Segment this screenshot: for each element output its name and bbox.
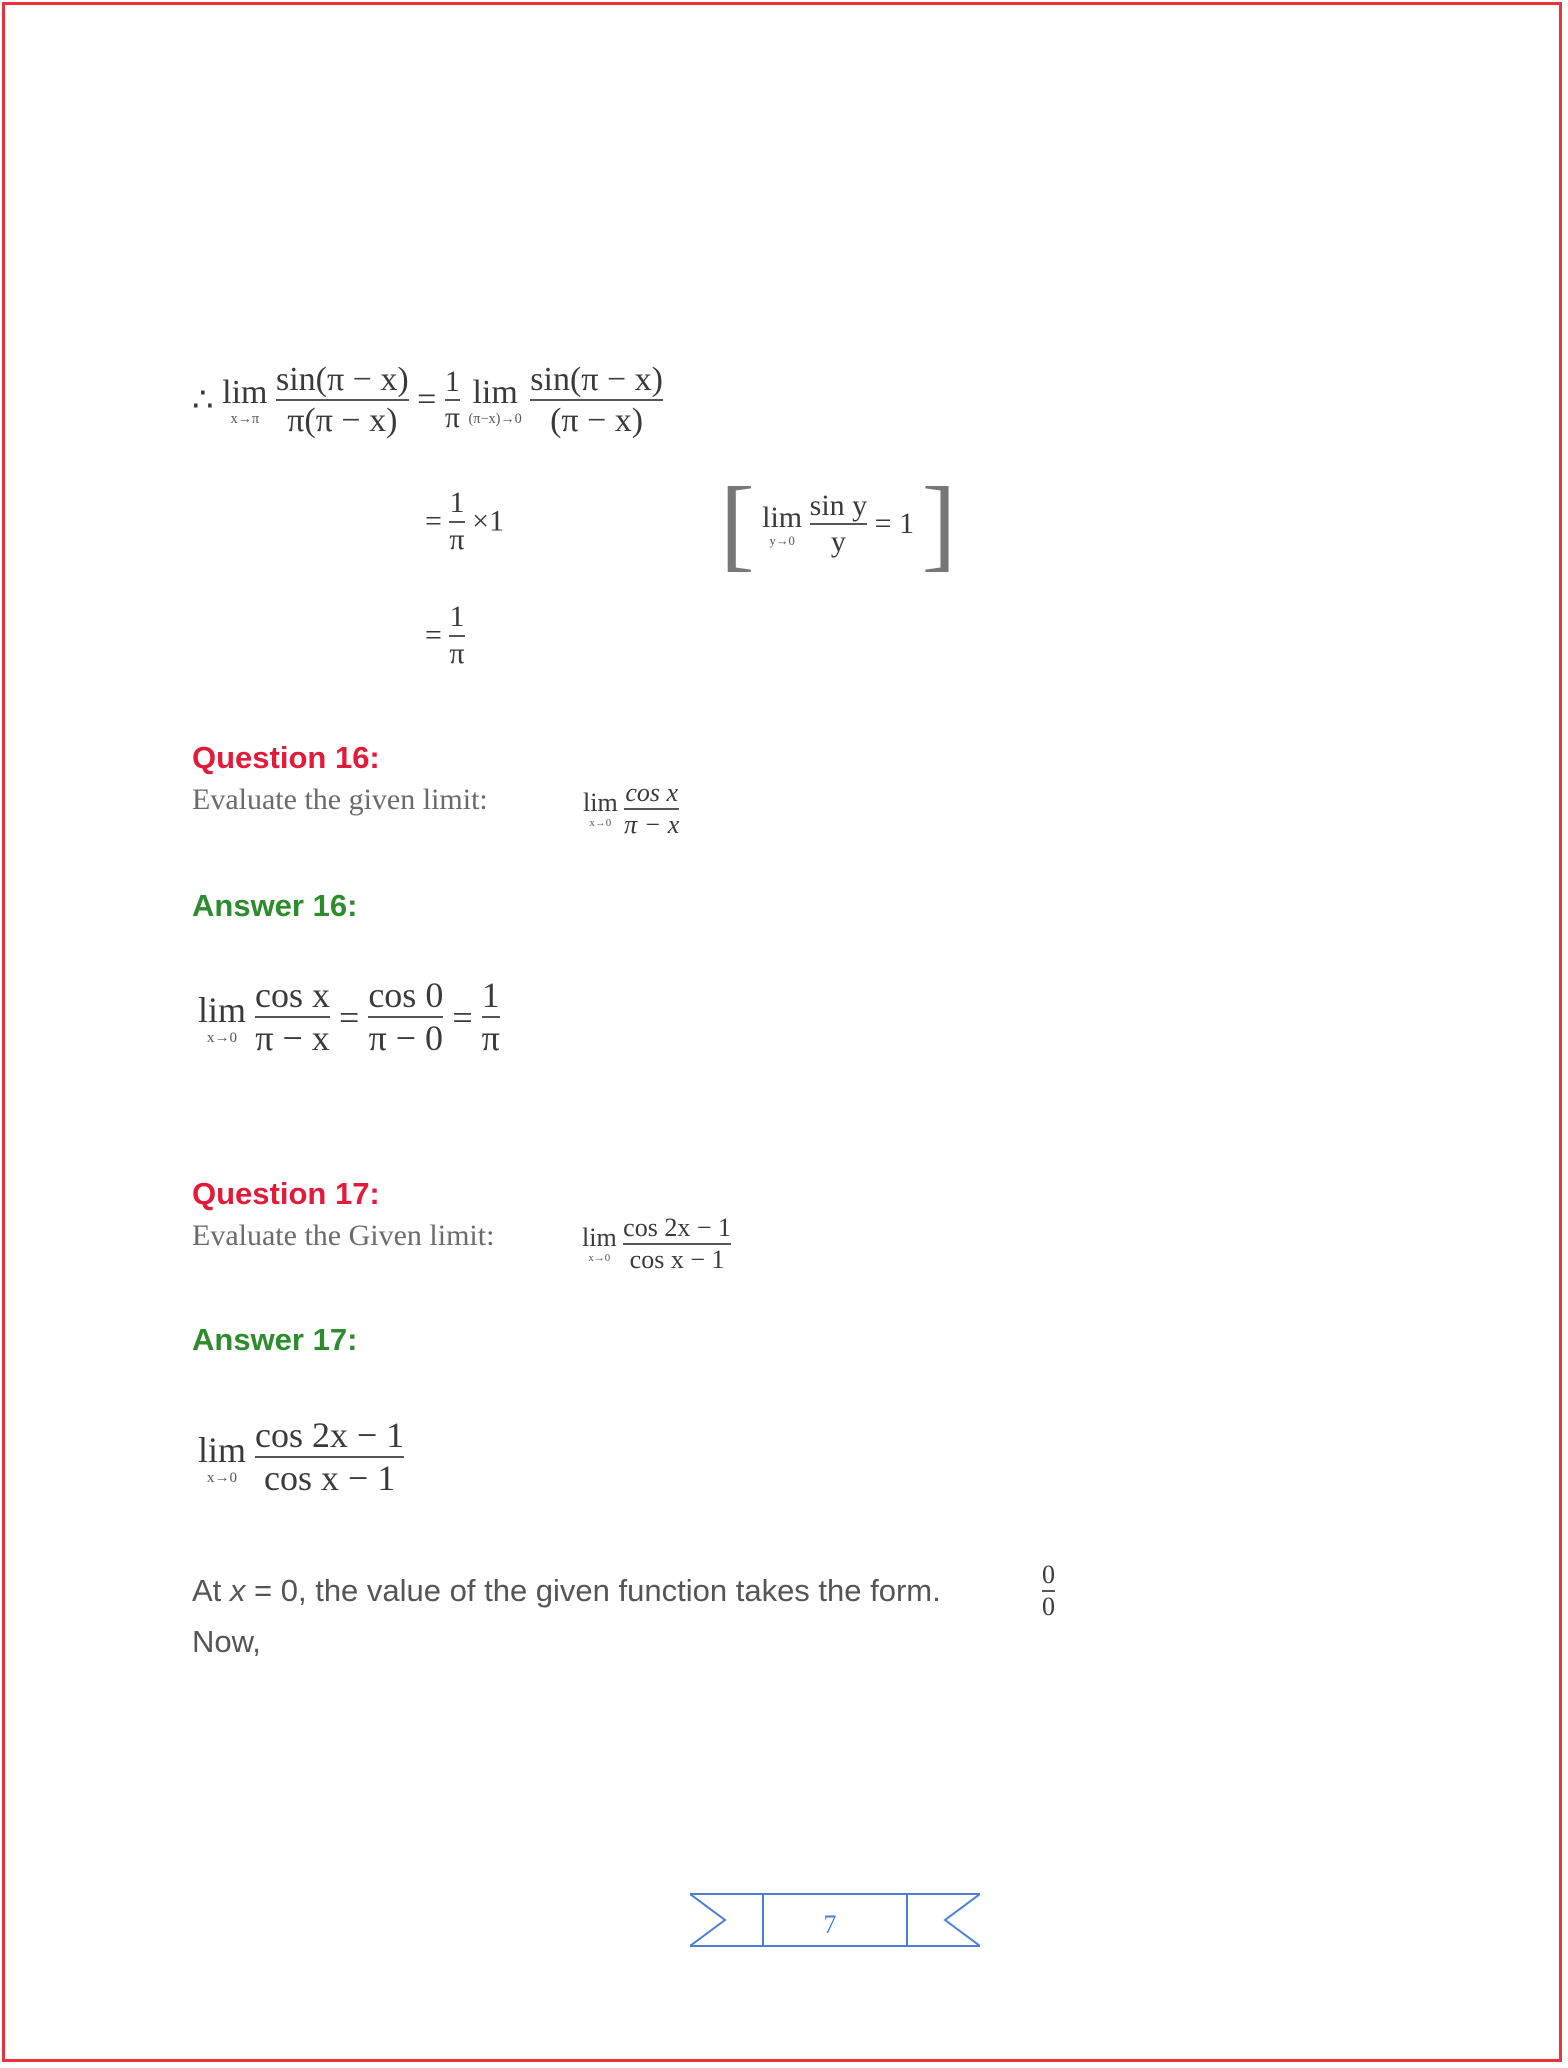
now-text: Now, — [192, 1624, 261, 1659]
fraction-zero-over-zero: $\frac{0}{0}$ — [1042, 1560, 1055, 1621]
therefore-symbol: ∴ — [192, 382, 214, 420]
indeterminate-form — [1042, 1560, 1055, 1622]
limit-operator: lim x→0 — [583, 788, 618, 830]
limit-operator: lim x→0 — [198, 1429, 247, 1486]
page-number: 7 — [823, 1910, 837, 1939]
equals-sign: = — [417, 381, 437, 419]
equals-sign: = — [452, 997, 473, 1038]
solution-line-2 — [425, 486, 504, 557]
question-16-expression — [583, 778, 679, 840]
question-17-heading: Question 17: — [192, 1176, 380, 1211]
answer-16-expression — [198, 975, 500, 1060]
solution-line-1 — [192, 360, 663, 440]
ribbon-left-icon — [690, 1894, 765, 1946]
bracket-open: [ — [720, 466, 755, 581]
fraction-one-over-pi: $\frac{1}{\pi}$ — [481, 975, 500, 1059]
question-17-expression — [582, 1213, 731, 1275]
equals-sign: = — [425, 504, 442, 538]
answer-17-heading: Answer 17: — [192, 1322, 358, 1357]
fraction-one-over-pi: $\frac{1}{\pi}$ — [449, 600, 465, 670]
fraction-cos0-over-pi-minus-0: $\frac{\cos 0}{\pi - 0}$ — [368, 975, 444, 1059]
answer-17-statement: At x = 0, the value of the given function takes the form. — [192, 1573, 941, 1608]
limit-operator: lim y→0 — [762, 500, 803, 548]
fraction-answer-17: $\frac{\cos 2x - 1}{\text{cos x − 1}}$ — [255, 1415, 405, 1499]
standard-limit-note — [720, 466, 957, 581]
limit-operator: lim x→π — [222, 373, 268, 427]
equals-sign: = — [425, 618, 442, 652]
fraction-question-16: $\frac{\text{cos x}}{\pi - x}$ — [624, 778, 680, 839]
equals-one: = 1 — [874, 507, 915, 540]
fraction-one-over-pi: $\frac{1}{\pi}$ — [444, 364, 460, 435]
equals-sign: = — [339, 997, 360, 1038]
fraction-lhs: $\frac{\sin(\pi - x)}{\pi(\pi - x)}$ — [275, 361, 409, 440]
fraction-question-17: $\frac{\cos 2x - 1}{\text{cos x − 1}}$ — [623, 1213, 731, 1274]
solution-line-3 — [425, 600, 465, 671]
limit-operator: lim x→0 — [198, 989, 247, 1046]
answer-17-expression — [198, 1415, 404, 1500]
times-one: ×1 — [472, 504, 504, 538]
ribbon-right-icon — [905, 1894, 980, 1946]
limit-operator: lim (π−x)→0 — [468, 373, 522, 427]
fraction-rhs: $\frac{\sin(\pi - x)}{(\pi - x)}$ — [530, 361, 663, 440]
fraction-one-over-pi: $\frac{1}{\pi}$ — [449, 486, 465, 556]
question-16-heading: Question 16: — [192, 740, 380, 775]
bracket-close: ] — [921, 466, 957, 581]
limit-operator: lim x→0 — [582, 1223, 617, 1265]
answer-16-heading: Answer 16: — [192, 888, 358, 923]
fraction-siny-over-y: $\frac{\text{sin y}}{y}$ — [809, 488, 868, 558]
fraction-cosx-over-pi-minus-x: $\frac{\text{cos x}}{\pi - x}$ — [255, 975, 331, 1059]
question-17-prompt: Evaluate the Given limit: — [192, 1219, 495, 1252]
question-16-prompt: Evaluate the given limit: — [192, 783, 488, 816]
